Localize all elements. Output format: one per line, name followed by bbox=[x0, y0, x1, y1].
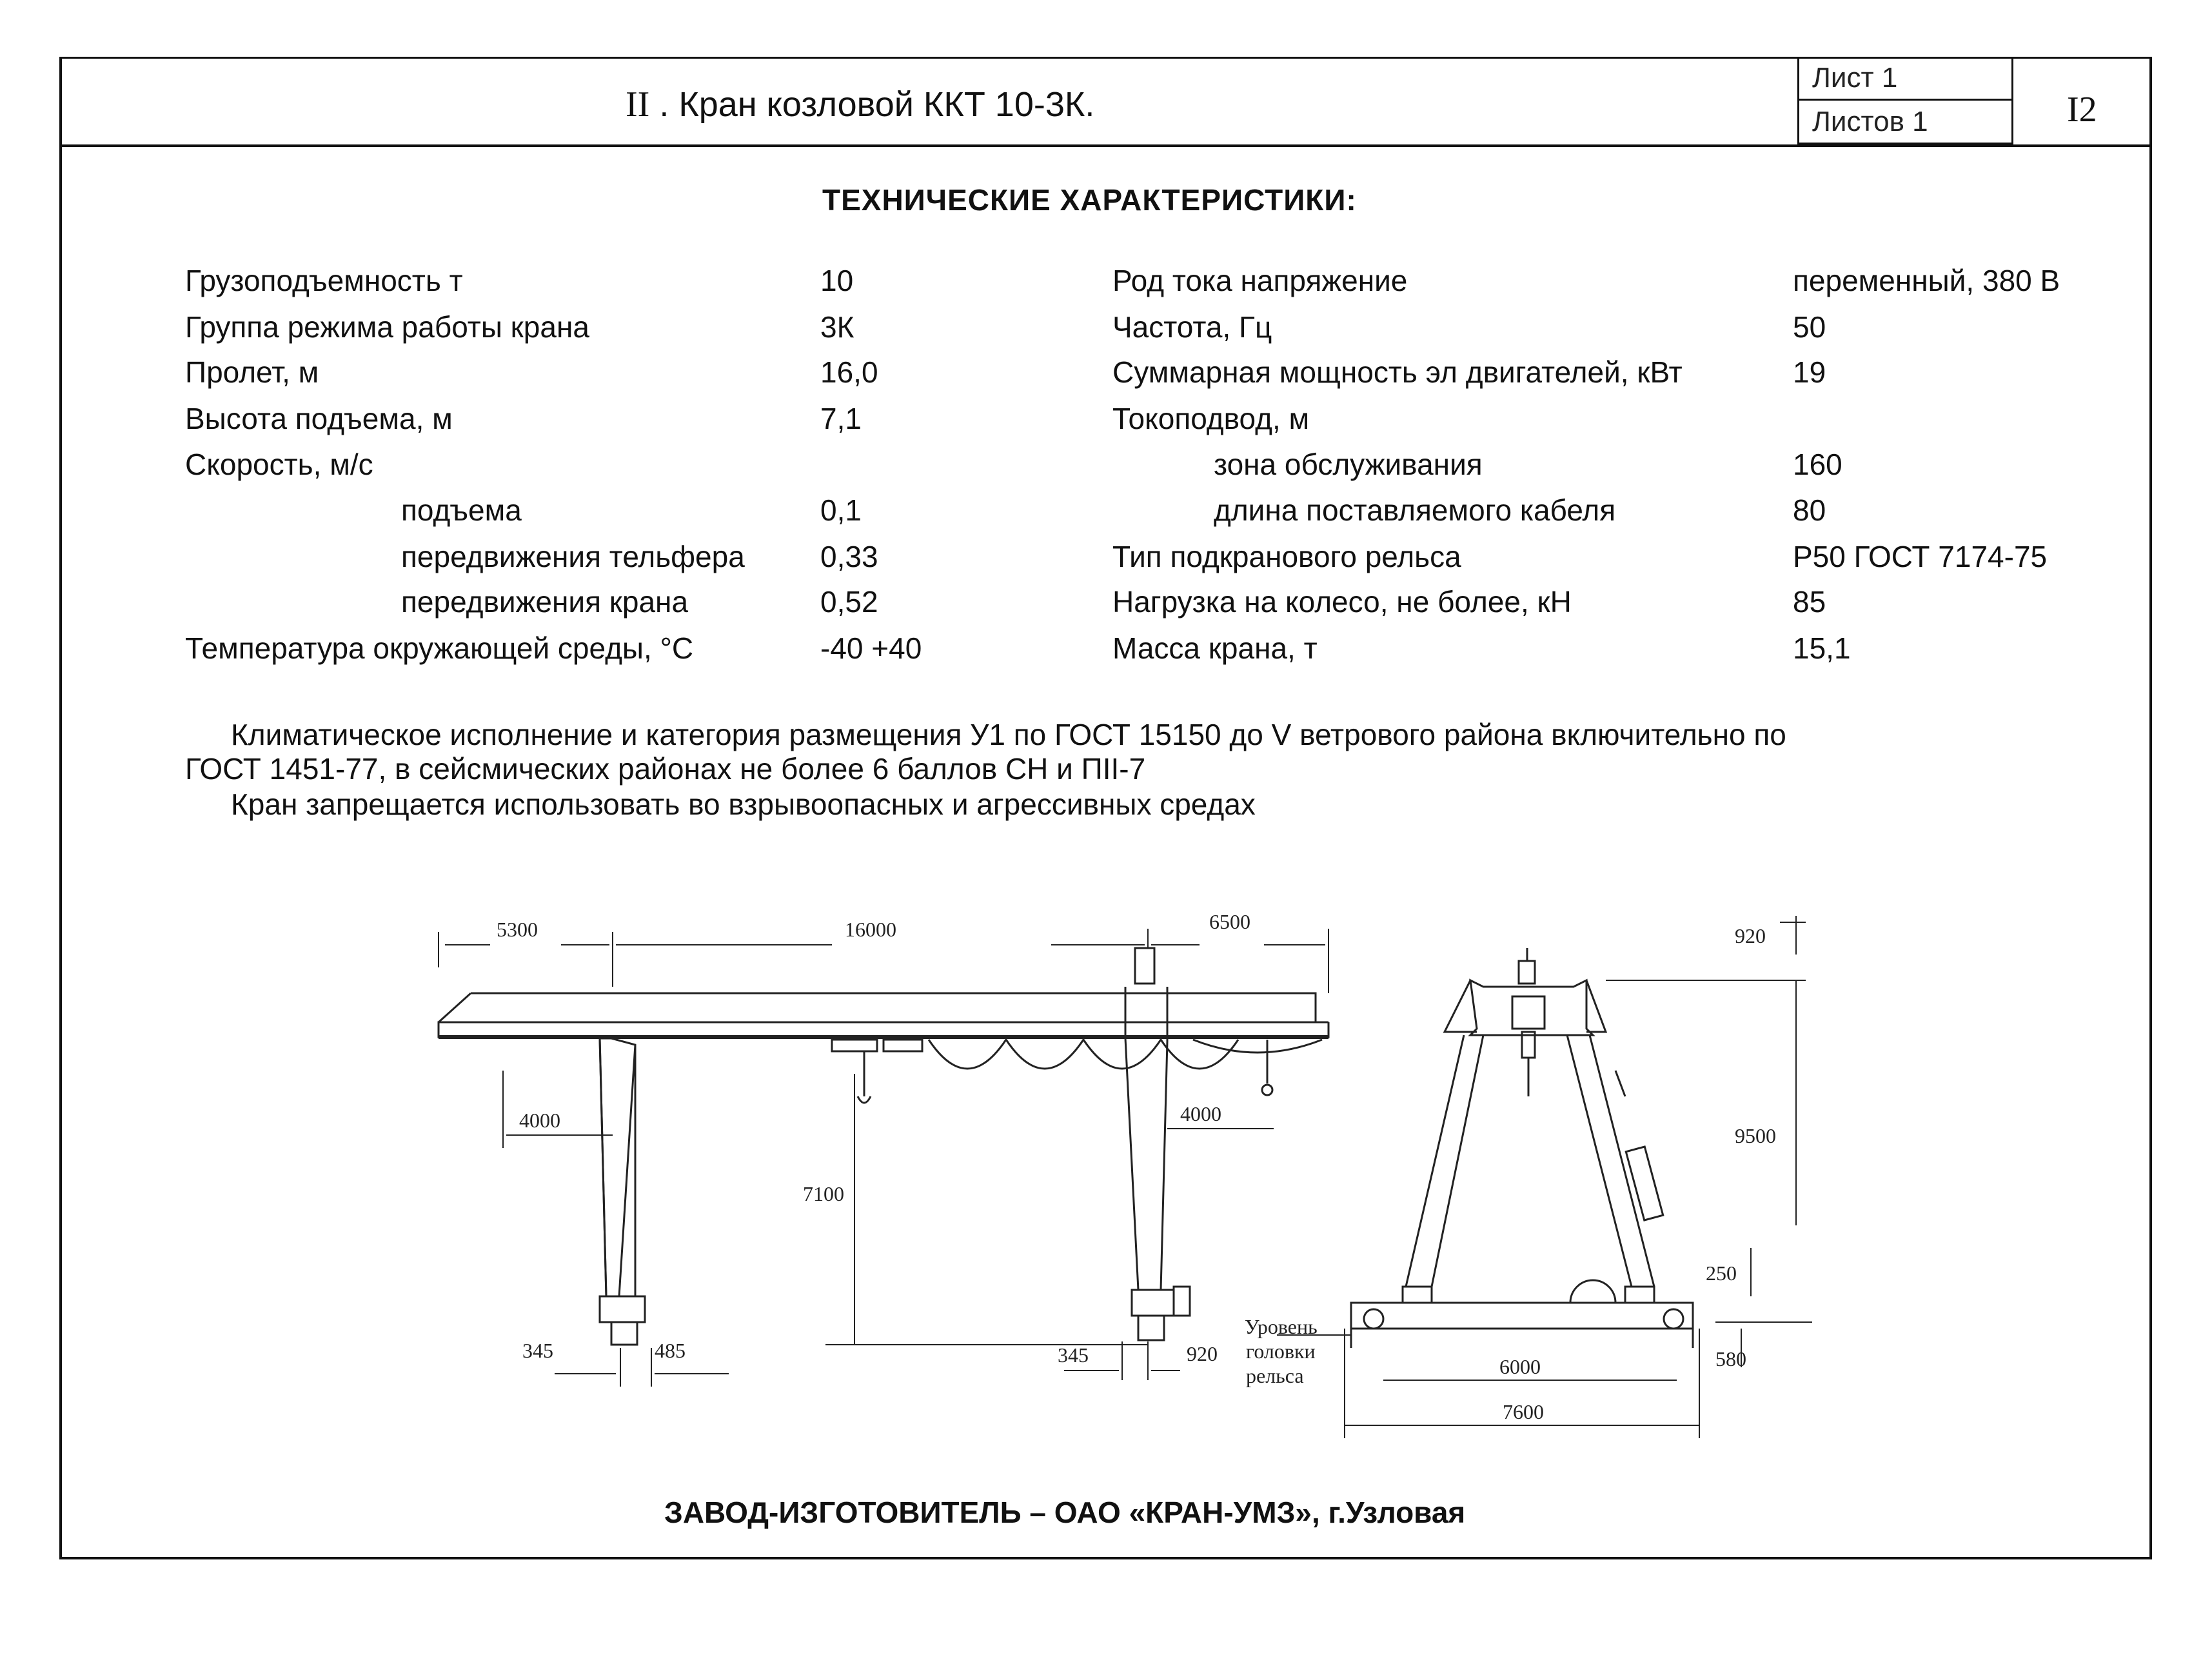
dim-345-right: 345 bbox=[1058, 1343, 1089, 1367]
spec-right-label: зона обслуживания bbox=[1214, 448, 1483, 481]
rail-label-2: головки bbox=[1246, 1340, 1316, 1363]
spec-left-label: передвижения тельфера bbox=[401, 540, 745, 573]
spec-right-value: переменный, 380 В bbox=[1793, 264, 2060, 297]
sheets-total: Листов 1 bbox=[1799, 101, 2011, 144]
spec-right-label: Тип подкранового рельса bbox=[1112, 540, 1461, 573]
spec-left-label: Грузоподъемность т bbox=[185, 264, 463, 297]
spec-left-value: 16,0 bbox=[820, 355, 878, 389]
rail-label-1: Уровень bbox=[1245, 1315, 1318, 1338]
spec-left-label: передвижения крана bbox=[401, 585, 689, 618]
spec-left-value: 0,33 bbox=[820, 540, 878, 573]
dim-7100: 7100 bbox=[803, 1182, 844, 1205]
dim-580: 580 bbox=[1715, 1347, 1746, 1370]
spec-right-value: 19 bbox=[1793, 355, 1826, 389]
spec-right-value: 80 bbox=[1793, 493, 1826, 527]
note-climate-line1: Климатическое исполнение и категория размещения У1 по ГОСТ 15150 до V ветрового района включительно по bbox=[231, 718, 1786, 751]
spec-left-label: Температура окружающей среды, °С bbox=[185, 631, 694, 665]
spec-left-value: 7,1 bbox=[820, 402, 862, 435]
title-text: . Кран козловой ККТ 10-3К. bbox=[659, 85, 1095, 124]
dim-9500: 9500 bbox=[1735, 1124, 1776, 1147]
spec-left-label: Группа режима работы крана bbox=[185, 310, 589, 344]
spec-left-label: Высота подъема, м bbox=[185, 402, 453, 435]
dim-5300: 5300 bbox=[497, 918, 538, 941]
rail-label-3: рельса bbox=[1246, 1364, 1304, 1387]
spec-left-value: -40 +40 bbox=[820, 631, 922, 665]
spec-left-value: 10 bbox=[820, 264, 854, 297]
specs-heading: ТЕХНИЧЕСКИЕ ХАРАКТЕРИСТИКИ: bbox=[822, 183, 1357, 217]
spec-left-label: Скорость, м/с bbox=[185, 448, 373, 481]
dim-6000: 6000 bbox=[1499, 1355, 1541, 1378]
dim-345-left: 345 bbox=[522, 1339, 553, 1362]
spec-right-label: Род тока напряжение bbox=[1112, 264, 1408, 297]
spec-right-value: 160 bbox=[1793, 448, 1842, 481]
spec-right-value: 15,1 bbox=[1793, 631, 1851, 665]
title-roman-numeral: II bbox=[626, 84, 650, 124]
spec-right-label: длина поставляемого кабеля bbox=[1214, 493, 1616, 527]
spec-right-label: Токоподвод, м bbox=[1112, 402, 1310, 435]
spec-right-label: Масса крана, т bbox=[1112, 631, 1318, 665]
spec-right-label: Суммарная мощность эл двигателей, кВт bbox=[1112, 355, 1683, 389]
dim-6500: 6500 bbox=[1209, 910, 1250, 933]
note-climate-line2: ГОСТ 1451-77, в сейсмических районах не более 6 баллов СН и ПII-7 bbox=[185, 752, 1146, 786]
dim-920-top: 920 bbox=[1735, 924, 1766, 947]
spec-left-value: 0,1 bbox=[820, 493, 862, 527]
dim-920-bottom: 920 bbox=[1187, 1342, 1218, 1365]
spec-left-label: Пролет, м bbox=[185, 355, 319, 389]
end-view-top-beam bbox=[1470, 980, 1593, 1035]
dim-250: 250 bbox=[1706, 1261, 1737, 1285]
spec-right-value: 85 bbox=[1793, 585, 1826, 618]
spec-left-value: 0,52 bbox=[820, 585, 878, 618]
spec-left-value: 3К bbox=[820, 310, 854, 344]
dim-7600: 7600 bbox=[1503, 1400, 1544, 1423]
note-restriction: Кран запрещается использовать во взрывоопасных и агрессивных средах bbox=[231, 787, 1256, 821]
spec-right-value: 50 bbox=[1793, 310, 1826, 344]
page-number: I2 bbox=[2067, 90, 2097, 130]
factory-footer: ЗАВОД-ИЗГОТОВИТЕЛЬ – ОАО «КРАН-УМЗ», г.Узловая bbox=[664, 1496, 1466, 1529]
main-girder bbox=[439, 993, 1328, 1037]
sheet-number: Лист 1 bbox=[1799, 57, 2011, 101]
spec-right-label: Нагрузка на колесо, не более, кН bbox=[1112, 585, 1572, 618]
dim-4000-left: 4000 bbox=[519, 1109, 560, 1132]
dim-16000: 16000 bbox=[845, 918, 896, 941]
dim-4000-right: 4000 bbox=[1180, 1102, 1221, 1125]
spec-left-label: подъема bbox=[401, 493, 522, 527]
dim-485: 485 bbox=[655, 1339, 686, 1362]
spec-right-value: Р50 ГОСТ 7174-75 bbox=[1793, 540, 2048, 573]
spec-right-label: Частота, Гц bbox=[1112, 310, 1272, 344]
